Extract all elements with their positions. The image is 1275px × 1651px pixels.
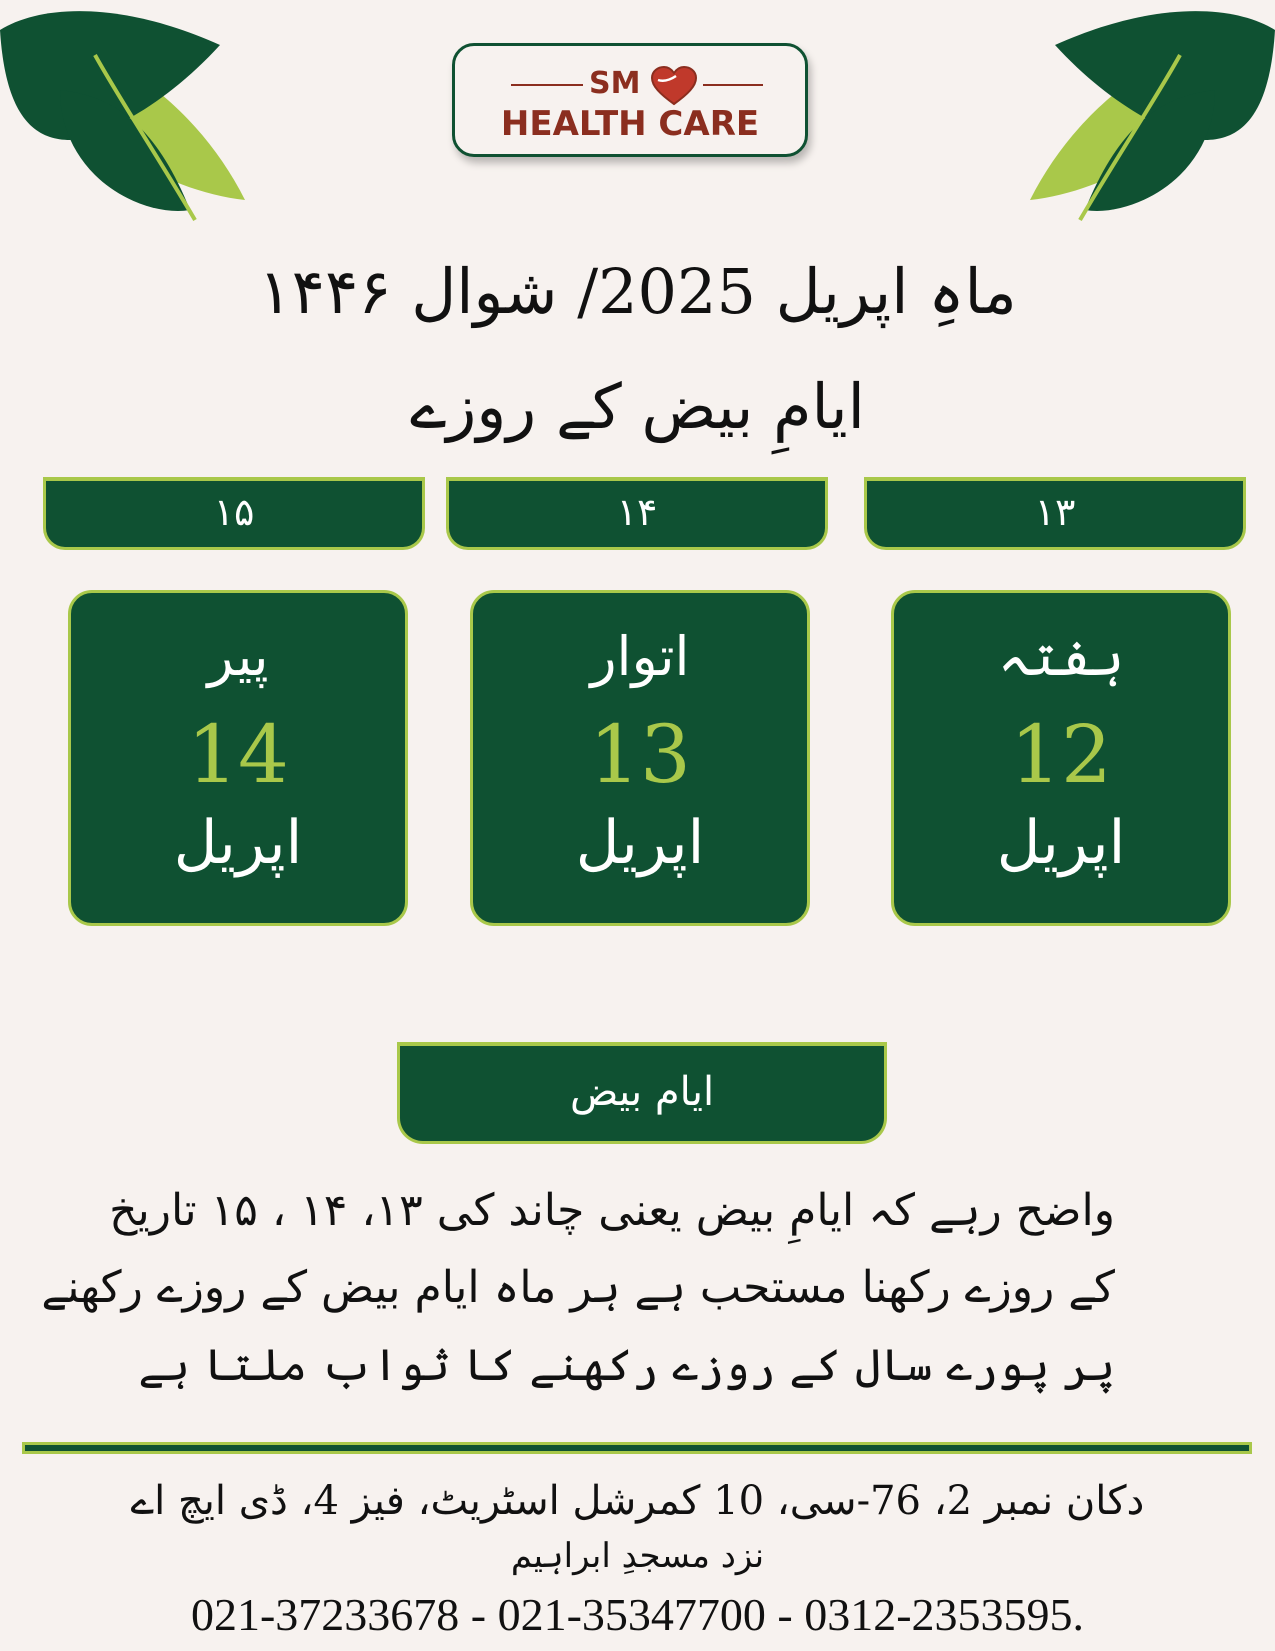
description-line-3: پر پورے سال کے روزے رکھنے کا ثواب ملتا ہے xyxy=(138,1340,1115,1391)
brand-logo xyxy=(452,43,808,157)
footer-phone-numbers: 021-37233678 - 021-35347700 - 0312-2353595. xyxy=(190,1589,1085,1640)
card-day-name: ہفتہ xyxy=(997,625,1125,688)
section-banner: ایام بیض xyxy=(397,1042,887,1144)
page-subtitle: ایامِ بیض کے روزے xyxy=(410,370,865,443)
card-date-number: 13 xyxy=(589,708,691,801)
day-card-sunday xyxy=(470,590,810,926)
date-header-14: ۱۴ xyxy=(446,477,828,550)
card-date-number: 12 xyxy=(1010,708,1112,801)
card-month: اپریل xyxy=(173,808,303,878)
card-month: اپریل xyxy=(575,808,705,878)
date-header-15: ۱۵ xyxy=(43,477,425,550)
logo-brand-short: SM xyxy=(589,66,641,101)
card-day-name: اتوار xyxy=(590,625,690,688)
card-month: اپریل xyxy=(996,808,1126,878)
page-title: ماہِ اپریل 2025/ شوال ۱۴۴۶ xyxy=(258,255,1017,328)
day-card-saturday xyxy=(891,590,1231,926)
day-card-monday xyxy=(68,590,408,926)
heart-icon xyxy=(650,66,698,106)
card-day-name: پیر xyxy=(207,625,269,688)
description-line-2: کے روزے رکھنا مستحب ہے ہر ماہ ایام بیض کے روزے رکھنے xyxy=(41,1262,1115,1313)
leaf-decoration-left xyxy=(0,0,250,225)
footer-divider xyxy=(22,1442,1252,1454)
logo-line-right xyxy=(703,84,763,86)
logo-brand-name: HEALTH CARE xyxy=(500,104,760,144)
description-line-1: واضح رہے کہ ایامِ بیض یعنی چاند کی ۱۳، ۱۴ ، ۱۵ تاریخ xyxy=(109,1185,1115,1236)
logo-line-left xyxy=(511,84,583,86)
footer-landmark: نزد مسجدِ ابراہیم xyxy=(510,1536,765,1576)
card-date-number: 14 xyxy=(187,708,289,801)
footer-address: دکان نمبر 2، 76-سی، 10 کمرشل اسٹریٹ، فیز 4، ڈی ایچ اے xyxy=(130,1478,1145,1524)
leaf-decoration-right xyxy=(1025,0,1275,225)
date-header-13: ۱۳ xyxy=(864,477,1246,550)
